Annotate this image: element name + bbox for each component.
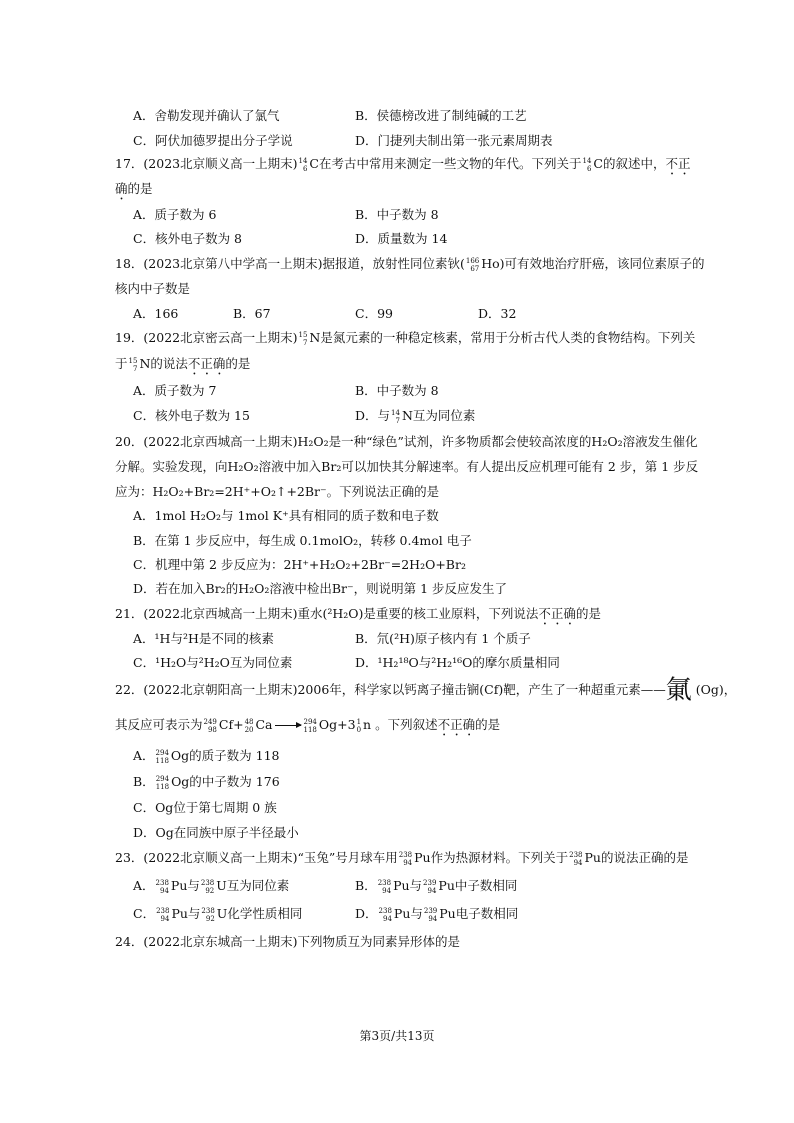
q18-stem-cont: 核内中子数是 bbox=[115, 281, 191, 296]
q23-option-d: D． 238 94 Pu与 239 94 Pu电子数相同 bbox=[355, 906, 519, 923]
q16-option-b: B．侯德榜改进了制纯碱的工艺 bbox=[355, 108, 527, 123]
q17-option-c: C．核外电子数为 8 bbox=[133, 231, 242, 246]
q23-option-b: B． 238 94 Pu与 239 94 Pu中子数相同 bbox=[355, 878, 518, 895]
q18-option-b: B．67 bbox=[233, 306, 271, 321]
q22-option-c: C．Og位于第七周期 0 族 bbox=[133, 800, 277, 815]
q21-option-c: C．¹H₂O与²H₂O互为同位素 bbox=[133, 655, 293, 670]
q18-option-a: A．166 bbox=[133, 306, 179, 321]
q22-stem: 22．(2022北京朝阳高一上期末)2006年，科学家以钙离子撞击锎(Cf)靶，产生了一种超重元素——氭 (Og)， bbox=[115, 675, 737, 706]
q22-option-d: D．Og在同族中原子半径最小 bbox=[133, 825, 299, 840]
q21-stem: 21．(2022北京西城高一上期末)重水(²H₂O)是重要的核工业原料，下列说法不正确的是 bbox=[115, 606, 601, 621]
q22-option-b: B． 294 118 Og的中子数为 176 bbox=[133, 774, 280, 791]
element-og-character: 氭 bbox=[665, 675, 692, 706]
q19-option-c: C．核外电子数为 15 bbox=[133, 408, 250, 423]
page-number: 第3页/共13页 bbox=[359, 1029, 435, 1043]
q17-stem-cont: 确的是 bbox=[115, 181, 153, 196]
q18-option-d: D．32 bbox=[478, 306, 517, 321]
q22-option-a: A． 294 118 Og的质子数为 118 bbox=[133, 748, 280, 765]
q17-stem: 17．(2023北京顺义高一上期末) 14 6 C在考古中常用来测定一些文物的年代。下列关于 14 6 C的叙述中，不正 bbox=[115, 156, 691, 173]
q23-option-a: A． 238 94 Pu与 238 92 U互为同位素 bbox=[133, 878, 290, 895]
q16-option-c: C．阿伏加德罗提出分子学说 bbox=[133, 133, 293, 148]
q24-stem: 24．(2022北京东城高一上期末)下列物质互为同素异形体的是 bbox=[115, 934, 460, 949]
q20-option-b: B．在第 1 步反应中，每生成 0.1molO₂，转移 0.4mol 电子 bbox=[133, 533, 472, 548]
q19-option-a: A．质子数为 7 bbox=[133, 383, 217, 398]
q20-option-d: D．若在加入Br₂的H₂O₂溶液中检出Br⁻，则说明第 1 步反应发生了 bbox=[133, 581, 508, 596]
q20-option-c: C．机理中第 2 步反应为：2H⁺+H₂O₂+2Br⁻=2H₂O+Br₂ bbox=[133, 557, 466, 572]
q21-option-d: D．¹H₂¹⁸O与²H₂¹⁶O的摩尔质量相同 bbox=[355, 655, 560, 670]
q16-option-a: A．舍勒发现并确认了氯气 bbox=[133, 108, 280, 123]
q18-option-c: C．99 bbox=[355, 306, 393, 321]
q21-option-b: B．氘(²H)原子核内有 1 个质子 bbox=[355, 631, 531, 646]
q17-option-d: D．质量数为 14 bbox=[355, 231, 448, 246]
isotope-c14: 14 6 bbox=[298, 156, 308, 173]
q20-stem-line3: 应为：H₂O₂+Br₂=2H⁺+O₂↑+2Br⁻。下列说法正确的是 bbox=[115, 484, 440, 499]
q21-option-a: A．¹H与²H是不同的核素 bbox=[133, 631, 274, 646]
q19-stem-cont: 于 15 7 N的说法不正确的是 bbox=[115, 356, 251, 373]
q19-option-d: D．与 14 7 N互为同位素 bbox=[355, 408, 476, 425]
q17-option-a: A．质子数为 6 bbox=[133, 207, 217, 222]
q20-option-a: A．1mol H₂O₂与 1mol K⁺具有相同的质子数和电子数 bbox=[133, 508, 439, 523]
q16-option-d: D．门捷列夫制出第一张元素周期表 bbox=[355, 133, 553, 148]
q17-option-b: B．中子数为 8 bbox=[355, 207, 439, 222]
q23-stem: 23．(2022北京顺义高一上期末)“玉兔”号月球车用 238 94 Pu作为热源材料。下列关于 238 94 Pu的说法正确的是 bbox=[115, 850, 689, 867]
q22-reaction: 其反应可表示为 249 98 Cf+ 48 20 Ca 294 118 Og+3 1 0 n 。下列叙述不正确的是 bbox=[115, 717, 501, 734]
q19-stem: 19．(2022北京密云高一上期末) 15 7 N是氮元素的一种稳定核素，常用于分析古代人类的食物结构。下列关 bbox=[115, 330, 696, 347]
q20-stem-line2: 分解。实验发现，向H₂O₂溶液中加入Br₂可以加快其分解速率。有人提出反应机理可能有 2 步，第 1 步反 bbox=[115, 459, 699, 474]
q18-stem: 18．(2023北京第八中学高一上期末)据报道，放射性同位素钬( 166 67 Ho)可有效地治疗肝癌，该同位素原子的 bbox=[115, 256, 705, 273]
q23-option-c: C． 238 94 Pu与 238 92 U化学性质相同 bbox=[133, 906, 303, 923]
reaction-arrow-icon bbox=[275, 725, 301, 726]
q20-stem: 20．(2022北京西城高一上期末)H₂O₂是一种“绿色”试剂，许多物质都会使较高浓度的H₂O₂溶液发生催化 bbox=[115, 434, 698, 449]
q19-option-b: B．中子数为 8 bbox=[355, 383, 439, 398]
